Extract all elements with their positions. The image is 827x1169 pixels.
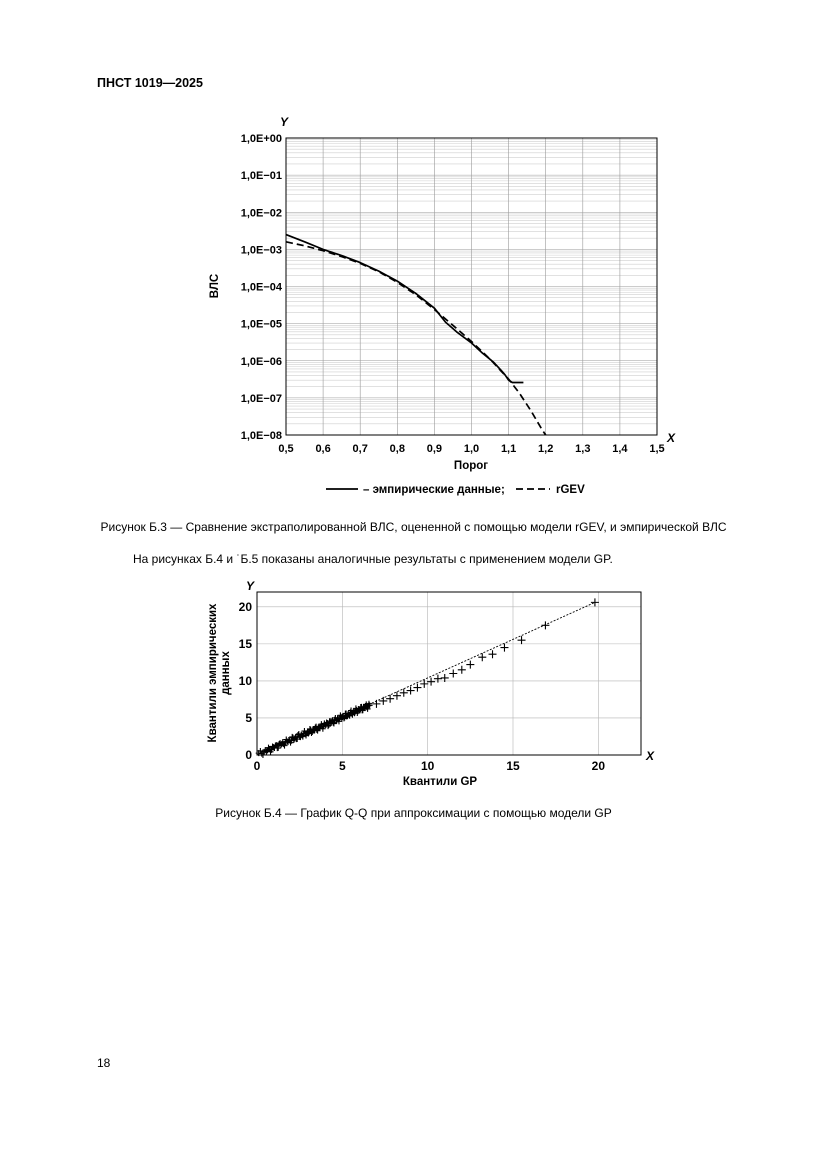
x-axis-letter: X xyxy=(646,749,655,763)
y-tick-label: 1,0E−01 xyxy=(240,170,282,183)
x-tick-label: 20 xyxy=(591,759,606,773)
y-tick-label: 1,0E−02 xyxy=(240,207,282,220)
x-tick-label: 1,0 xyxy=(463,443,480,455)
figure-b4-chart xyxy=(200,578,670,796)
x-tick-label: 1,3 xyxy=(575,443,591,455)
x-tick-label: 0,5 xyxy=(278,443,294,455)
data-point xyxy=(379,697,387,705)
grid xyxy=(286,138,657,435)
x-tick-label: 0,8 xyxy=(389,443,405,455)
x-tick-labels xyxy=(254,759,606,773)
x-axis-letter: X xyxy=(667,431,676,445)
data-point xyxy=(591,598,599,606)
y-tick-label: 20 xyxy=(238,599,252,614)
figure-b3-caption: Рисунок Б.3 — Сравнение экстраполированной ВЛС, оцененной с помощью модели rGEV, и эмпирической ВЛС xyxy=(100,520,727,534)
data-point xyxy=(458,666,466,674)
data-point xyxy=(466,661,474,669)
y-axis-letter: Y xyxy=(280,115,289,129)
y-tick-label: 1,0E−04 xyxy=(240,281,282,294)
data-point xyxy=(541,621,549,629)
y-axis-label xyxy=(207,603,232,743)
x-tick-label: 10 xyxy=(420,759,435,773)
y-tick-label: 1,0E−06 xyxy=(240,355,282,368)
y-axis-label: ВЛС xyxy=(209,273,221,299)
y-tick-label: 1,0E−08 xyxy=(240,430,282,442)
y-tick-label: 0 xyxy=(245,748,252,762)
document-header: ПНСТ 1019—2025 xyxy=(97,76,203,90)
data-point xyxy=(449,670,457,678)
legend xyxy=(326,484,585,496)
data-point xyxy=(500,644,508,652)
y-tick-label: 1,0E−03 xyxy=(240,244,282,257)
x-axis-label: Квантили GP xyxy=(402,776,478,788)
page-number: 18 xyxy=(97,1056,111,1070)
x-tick-label: 1,4 xyxy=(612,443,628,455)
figure-b3-chart xyxy=(180,110,700,505)
x-tick-labels xyxy=(278,443,664,455)
data-point xyxy=(489,650,497,658)
y-axis-label-line-2: данных xyxy=(220,651,232,695)
y-tick-labels xyxy=(239,600,253,762)
series-empirical xyxy=(286,235,523,383)
x-axis-label: Порог xyxy=(453,460,489,472)
y-tick-label: 10 xyxy=(238,673,252,688)
legend-label-rgev: rGEV xyxy=(556,484,585,496)
figure-b4-caption: Рисунок Б.4 — График Q-Q при аппроксимации с помощью модели GP xyxy=(215,806,612,820)
legend-label-empirical: – эмпирические данные; xyxy=(363,484,505,496)
y-tick-label: 1,0E−05 xyxy=(240,318,282,331)
y-tick-label: 1,0E−07 xyxy=(240,392,282,405)
data-point xyxy=(386,695,394,703)
x-tick-label: 1,5 xyxy=(649,443,665,455)
x-tick-label: 0 xyxy=(253,759,261,773)
body-paragraph: На рисунках Б.4 и ˙Б.5 показаны аналогичные результаты с применением модели GP. xyxy=(133,552,613,566)
y-tick-label: 1,0E+00 xyxy=(240,133,282,145)
x-tick-label: 15 xyxy=(506,759,520,773)
data-point xyxy=(413,684,421,692)
data-point xyxy=(407,687,415,695)
x-tick-label: 1,2 xyxy=(538,443,554,455)
y-tick-labels xyxy=(241,133,283,442)
x-tick-label: 5 xyxy=(338,759,346,773)
y-axis-label-line-1: Квантили эмпирических xyxy=(207,603,219,743)
x-tick-label: 0,9 xyxy=(426,443,443,455)
data-point xyxy=(434,675,442,683)
data-point xyxy=(427,678,435,686)
y-axis-letter: Y xyxy=(246,579,255,593)
data-point xyxy=(518,636,526,644)
y-tick-label: 5 xyxy=(245,710,252,725)
x-tick-label: 0,7 xyxy=(352,443,368,455)
data-point xyxy=(372,700,380,708)
x-tick-label: 1,1 xyxy=(500,443,517,455)
y-tick-label: 15 xyxy=(238,636,252,651)
x-tick-label: 0,6 xyxy=(315,443,331,455)
data-point xyxy=(478,653,486,661)
